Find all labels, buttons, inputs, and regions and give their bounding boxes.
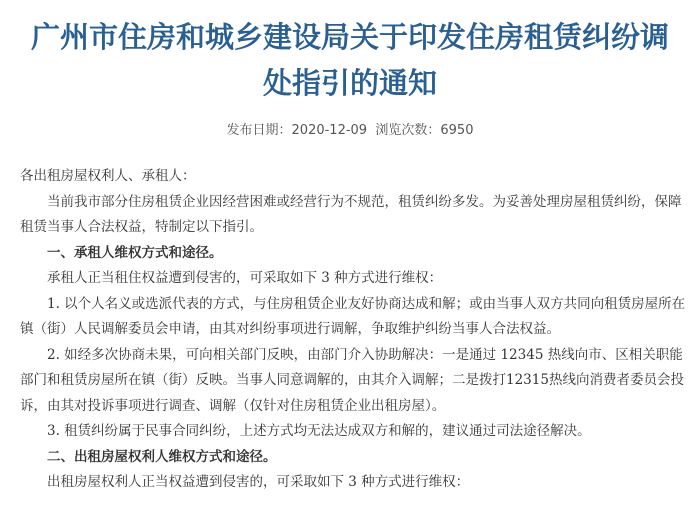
page-title (0, 14, 700, 106)
publish-date: 2020-12-09 (291, 123, 368, 138)
section-1-item-2: 2. 如经多次协商未果，可向相关部门反映，由部门介入协助解决：一是通过 12345 热线向市、区相关职能部门和租赁房屋所在镇（街）反映。当事人同意调解的，由其介入调解；二是拨打12315热线向消费者委员会投诉，由其对投诉事项进行调查、调解（仅针对住房租赁企业出租房屋）。 (20, 346, 684, 414)
page-title-line-2: 处指引的通知 (262, 66, 437, 100)
view-count: 6950 (440, 123, 474, 138)
intro-paragraph: 当前我市部分住房租赁企业因经营困难或经营行为不规范，租赁纠纷多发。为妥善处理房屋租赁纠纷，保障租赁当事人合法权益，特制定以下指引。 (20, 193, 682, 235)
section-2-heading: 二、出租房屋权利人维权方式和途径。 (47, 448, 277, 465)
section-1-intro: 承租人正当租住权益遭到侵害的，可采取如下 3 种方式进行维权： (47, 270, 443, 286)
view-count-label: 浏览次数： (375, 123, 441, 138)
article-meta (0, 122, 700, 140)
salutation: 各出租房屋权利人、承租人： (20, 168, 196, 184)
section-2-intro: 出租房屋权利人正当权益遭到侵害的，可采取如下 3 种方式进行维权： (47, 474, 470, 490)
page-title-line-1: 广州市住房和城乡建设局关于印发住房租赁纠纷调 (30, 20, 669, 54)
section-1-item-3: 3. 租赁纠纷属于民事合同纠纷，上述方式均无法达成双方和解的，建议通过司法途径解决。 (47, 423, 591, 439)
section-1-heading: 一、承租人维权方式和途径。 (47, 244, 223, 261)
publish-date-label: 发布日期： (226, 123, 292, 138)
section-1-item-1: 1. 以个人名义或选派代表的方式，与住房租赁企业友好协商达成和解；或由当事人双方共同向租赁房屋所在镇（街）人民调解委员会申请，由其对纠纷事项进行调解，争取维护纠纷当事人合法权益。 (20, 295, 686, 337)
article-body (20, 164, 690, 496)
